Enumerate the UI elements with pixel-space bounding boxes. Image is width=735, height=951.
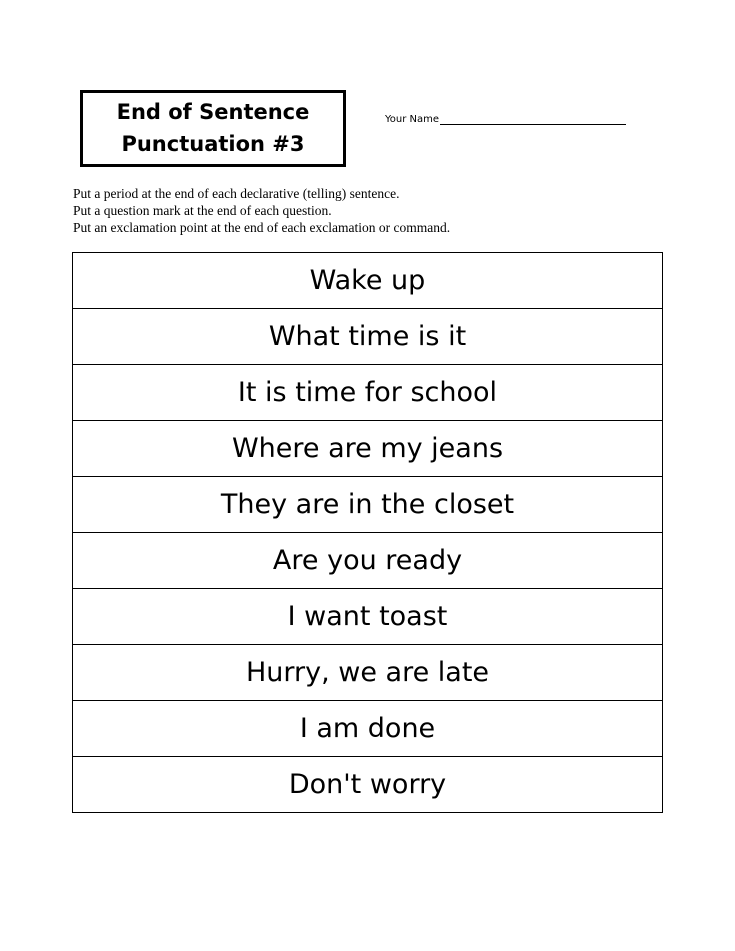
sentence-row: What time is it [73,309,662,365]
name-label: Your Name [385,114,440,125]
title-line-2: Punctuation #3 [121,132,305,156]
instruction-line: Put a question mark at the end of each question. [73,203,332,218]
sentence-row: Where are my jeans [73,421,662,477]
instruction-line: Put a period at the end of each declarative (telling) sentence. [73,186,400,201]
sentence-row: I am done [73,701,662,757]
sentence-table [72,252,663,813]
title-line-1: End of Sentence [116,100,310,124]
instructions [73,185,450,236]
worksheet-title-box [80,90,346,167]
sentence-row: It is time for school [73,365,662,421]
sentence-row: I want toast [73,589,662,645]
sentence-row: Don't worry [288,769,447,800]
sentence-row: Wake up [73,253,662,309]
instruction-line: Put an exclamation point at the end of each exclamation or command. [73,220,451,235]
sentence-row: They are in the closet [73,477,662,533]
name-field[interactable] [385,114,626,125]
name-underline[interactable] [440,114,626,125]
sentence-row: Hurry, we are late [73,645,662,701]
sentence-row: Are you ready [73,533,662,589]
